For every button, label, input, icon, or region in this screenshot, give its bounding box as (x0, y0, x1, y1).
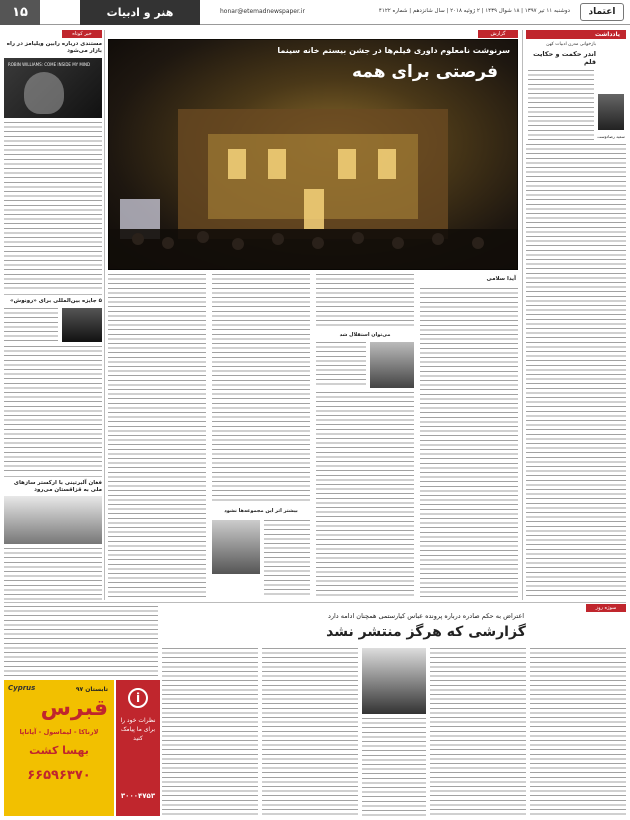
body-col-2c (316, 392, 414, 598)
main-kicker: سرنوشت نامعلوم داوری فیلم‌ها در جشن بیستم خانه سینما (277, 46, 510, 55)
main-byline: آیدا سلامی (486, 276, 516, 282)
ad-panel (4, 680, 114, 816)
note-subtitle: بازخوانی مدرن ادبیات کهن (546, 42, 596, 47)
brief-photo-2 (62, 308, 102, 342)
brief-headline-3: فغان آلبرتینی با ارکستر سازهای ملی به قزاقستان می‌رود (13, 480, 102, 493)
brief-headline-2: ۵ جایزه بین‌المللی برای «رونوش» (10, 298, 102, 304)
brief-body-3 (4, 548, 102, 600)
info-icon: i (128, 688, 148, 708)
sms-note: نظرات خود را برای ما پیامک کنید (120, 717, 156, 742)
bottom-col-3 (262, 648, 358, 816)
conductor-photo (4, 496, 102, 544)
pull-quote-2: بیشتر اثر این مجموعه‌ها نشود (224, 508, 298, 514)
bottom-col-1 (530, 648, 626, 816)
note-text-top (528, 70, 594, 140)
main-story-body (108, 274, 518, 602)
date-line: دوشنبه ۱۱ تیر ۱۳۹۷ | ۱۸ شوال ۱۴۳۹ | ۲ ژوئیه ۲۰۱۸ | سال شانزدهم | شماره ۴۱۲۲ (378, 8, 570, 14)
ad-phone[interactable]: ۶۶۵۹۶۳۷۰ (27, 768, 91, 783)
bottom-col-4 (162, 648, 258, 816)
sms-panel (116, 680, 160, 816)
note-body (526, 144, 626, 599)
body-col-3b (264, 520, 310, 598)
section-title: هنر و ادبیات (80, 0, 200, 25)
interviewee-photo-1 (370, 342, 414, 388)
left-column (4, 30, 102, 600)
column-divider (522, 30, 523, 600)
body-col-4 (108, 274, 206, 598)
body-col-1 (420, 288, 518, 598)
sms-number[interactable]: ۳۰۰۰۴۷۵۳ (120, 792, 156, 800)
bottom-divider (4, 602, 626, 603)
bottom-headline: گزارشی که هرگز منتشر نشد (326, 624, 526, 640)
body-col-3a (212, 274, 310, 504)
bottom-story (160, 604, 626, 818)
note-title: اندر حکمت و حکایت قلم (533, 50, 596, 66)
newspaper-logo: اعتماد (580, 3, 624, 21)
right-column (526, 30, 626, 600)
bottom-col-photo (362, 718, 426, 816)
page-header (0, 0, 630, 25)
brief-divider-1 (4, 294, 102, 295)
author-photo (598, 94, 624, 130)
main-headline: فرصتی برای همه (352, 62, 498, 82)
kiarostami-photo (362, 648, 426, 714)
brief-headline-1: مستندی درباره رابین ویلیامز در راه بازار می‌شود (6, 41, 102, 54)
face-shape (24, 72, 64, 114)
ad-title: قبرس (40, 696, 108, 721)
ad-season: تابستان ۹۷ (75, 686, 108, 693)
bottom-left-text (4, 606, 158, 676)
poster-photo (4, 58, 102, 118)
poster-caption: ROBIN WILLIAMS: COME INSIDE MY MIND (8, 62, 91, 67)
page-number: ۱۵ (0, 0, 40, 25)
section-tag-report: گزارش (478, 30, 518, 38)
section-email[interactable]: honar@etemadnewspaper.ir (220, 8, 305, 15)
body-col-2b (316, 342, 366, 388)
body-col-2a (316, 274, 414, 329)
advertisement[interactable] (4, 680, 160, 816)
brief-body-2a (4, 308, 58, 342)
interviewee-photo-2 (212, 520, 260, 574)
ad-brand: Cyprus (8, 684, 36, 692)
brief-divider-2 (4, 476, 102, 477)
bottom-col-2 (430, 648, 526, 816)
ad-cities: لارناکا - لیماسول - آیاناپا (19, 728, 99, 736)
section-tag-topic: سوژه روز (586, 604, 626, 612)
column-divider-left (104, 30, 105, 600)
pull-quote-1: می‌توان استقلال شد (339, 332, 391, 338)
brief-body-2b (4, 346, 102, 474)
bottom-kicker: اعتراض به حکم صادره درباره پرونده عباس کیارستمی همچنان ادامه دارد (327, 612, 525, 620)
author-name: سعید رضادوست (597, 134, 625, 139)
ad-package: بهسا کشت (29, 744, 89, 757)
main-story-image (108, 30, 518, 270)
section-tag-brief: خبر کوتاه (62, 30, 102, 38)
section-tag-note: یادداشت (526, 30, 626, 39)
brief-body-1 (4, 122, 102, 292)
